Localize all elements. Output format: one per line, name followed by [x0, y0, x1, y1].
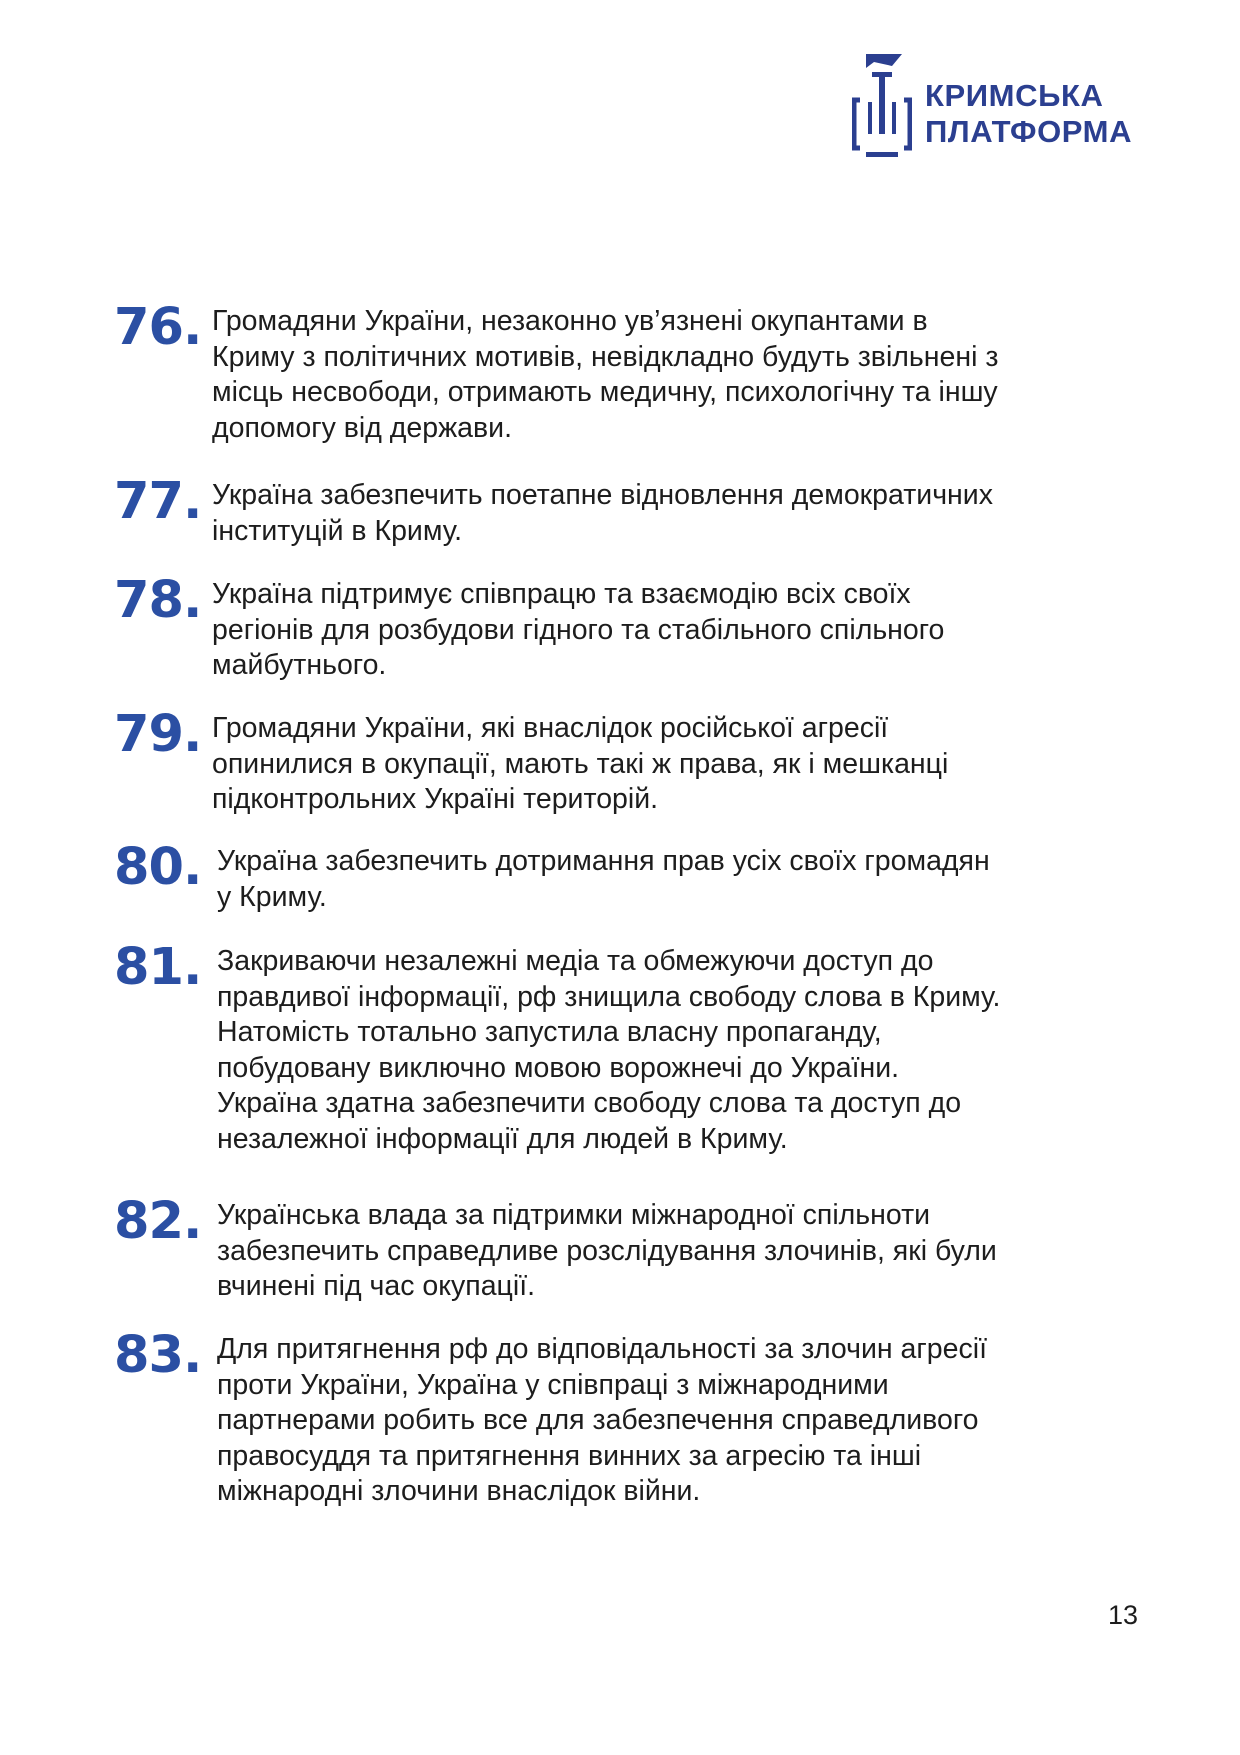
item-text-line: регіонів для розбудови гідного та стабільного спільного: [212, 613, 945, 646]
item-text-line: опинилися в окупації, мають такі ж права, як і мешканці: [212, 747, 949, 780]
item-text-line: правдивої інформації, рф знищила свободу слова в Криму.: [217, 980, 1001, 1013]
item-text-line: Криму з політичних мотивів, невідкладно будуть звільнені з: [212, 340, 999, 373]
item-text-line: Україна підтримує співпрацю та взаємодію всіх своїх: [212, 578, 911, 610]
item-text-line: Для притягнення рф до відповідальності за злочин агресії: [217, 1333, 987, 1365]
item-text: [217, 1198, 1240, 1305]
item-text-line: Українська влада за підтримки міжнародної спільноти: [217, 1199, 931, 1231]
item-text-line: забезпечить справедливе розслідування злочинів, які були: [217, 1234, 997, 1267]
item-text: [217, 944, 1240, 1157]
item-text-line: Громадяни України, незаконно ув’язнені окупантами в: [212, 305, 928, 337]
item-text-line: підконтрольних Україні територій.: [212, 783, 659, 815]
item-number: 83.: [114, 1326, 202, 1385]
item-text: [212, 577, 1240, 684]
item-text-line: Україна здатна забезпечити свободу слова та доступ до: [217, 1087, 962, 1119]
item-text-line: інституцій в Криму.: [212, 514, 463, 547]
item-text-line: Громадяни України, які внаслідок російської агресії: [212, 712, 889, 744]
item-text-line: Україна забезпечить поетапне відновлення демократичних: [212, 479, 993, 511]
item-text-line: правосуддя та притягнення винних за агресію та інші: [217, 1439, 922, 1472]
item-number: 81.: [114, 938, 202, 997]
item-text-line: міжнародні злочини внаслідок війни.: [217, 1475, 701, 1507]
logo-wordmark: [925, 78, 1132, 150]
item-number: 79.: [114, 705, 202, 764]
item-text-line: Закриваючи незалежні медіа та обмежуючи доступ до: [217, 945, 934, 977]
item-text-line: Натомість тотально запустила власну пропаганду,: [217, 1016, 882, 1048]
item-text-line: вчинені під час окупації.: [217, 1270, 536, 1302]
item-text: [217, 844, 1240, 915]
item-number: 80.: [114, 838, 202, 897]
item-text-line: місць несвободи, отримають медичну, психологічну та іншу: [212, 376, 998, 408]
item-text: [212, 478, 1240, 549]
page-number: 13: [1108, 1600, 1139, 1630]
item-text-line: партнерами робить все для забезпечення справедливого: [217, 1404, 979, 1436]
item-text-line: допомогу від держави.: [212, 411, 513, 444]
item-text-line: побудовану виключно мовою ворожнечі до України.: [217, 1051, 900, 1084]
item-text-line: майбутнього.: [212, 649, 387, 681]
crimea-platform-logo: [852, 52, 1152, 162]
item-text: [217, 1332, 1240, 1510]
item-text: [212, 304, 1240, 446]
logo-emblem-icon: [852, 52, 912, 158]
item-text-line: проти України, Україна у співпраці з міжнародними: [217, 1368, 889, 1401]
item-number: 82.: [114, 1192, 202, 1251]
item-text-line: незалежної інформації для людей в Криму.: [217, 1122, 788, 1155]
item-text: [212, 711, 1240, 818]
item-number: 78.: [114, 571, 202, 630]
item-text-line: у Криму.: [217, 880, 327, 913]
item-number: 76.: [114, 298, 202, 357]
logo-line-2: ПЛАТФОРМА: [925, 114, 1133, 149]
item-number: 77.: [114, 472, 202, 531]
logo-line-1: КРИМСЬКА: [925, 78, 1104, 113]
item-text-line: Україна забезпечить дотримання прав усіх своїх громадян: [217, 845, 990, 877]
